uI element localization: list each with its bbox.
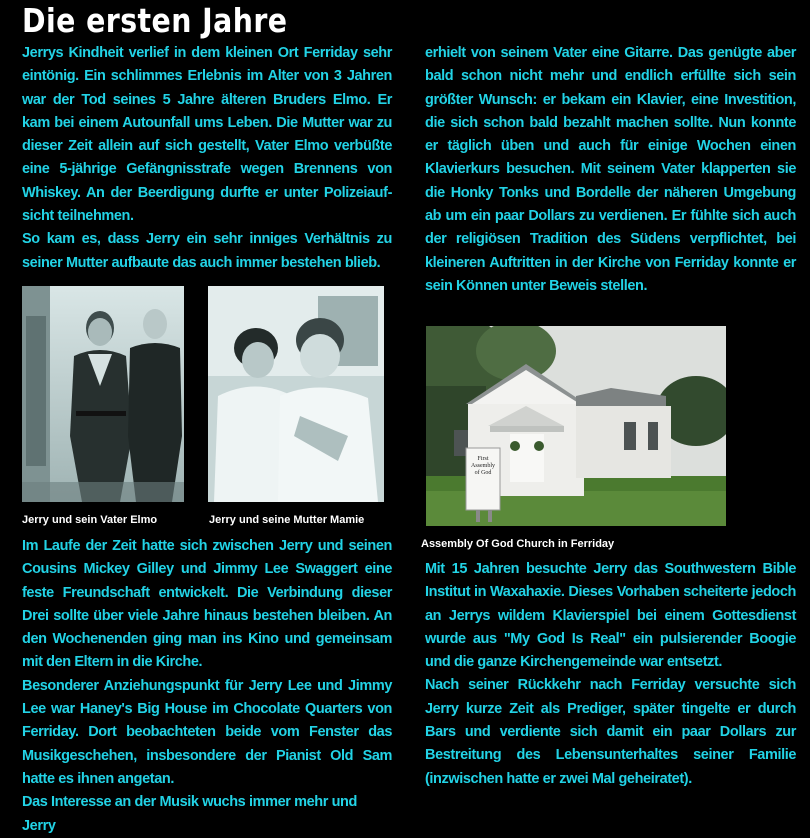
photo-jerry-and-father	[22, 286, 184, 502]
photo-church-ferriday	[426, 326, 726, 526]
page-title: Die ersten Jahre	[22, 1, 288, 40]
text-block-right-bottom	[425, 558, 796, 791]
text-block-left-top	[22, 42, 392, 275]
paragraph: So kam es, dass Jerry ein sehr inniges Verhältnis zu seiner Mutter aufbaute das auch immer bestehen blieb.	[22, 231, 392, 271]
paragraph: Jerrys Kindheit verlief in dem kleinen Ort Ferriday sehr eintönig. Ein schlimmes Erlebnis im Alter von 3 Jahren war der Tod seines 5 Jahre älteren Bruders Elmo. Er kam bei einem Autounfall ums Leben. Die Mutter war zu dieser Zeit allein auf sich gestellt, Vater Elmo verbüßte eine 5-jährige Gefängnisstrafe wegen Brennens von Whiskey. An der Beerdigung durfte er unter Polizeiauf-sicht teilnehmen.	[22, 45, 392, 225]
paragraph: Nach seiner Rückkehr nach Ferriday versuchte sich Jerry kurze Zeit als Prediger, später tingelte er durch Bars und verdiente sich damit ein paar Dollars zur Bestreitung des Lebensunterhaltes seiner Familie (inzwischen hatte er zwei Mal geheiratet).	[425, 677, 796, 787]
paragraph: Mit 15 Jahren besuchte Jerry das Southwestern Bible Institut in Waxahaxie. Dieses Vorhaben scheiterte jedoch an Jerrys wildem Klavierspiel bei einem Gottesdienst wurde aus "My God Is Real" ein pulsierender Boogie und die ganze Kirchengemeinde war entsetzt.	[425, 561, 796, 671]
church-sign-text: First Assembly of God	[471, 456, 495, 476]
caption-photo-1: Jerry und sein Vater Elmo	[22, 514, 158, 526]
text-block-left-bottom	[22, 535, 392, 838]
paragraph: Im Laufe der Zeit hatte sich zwischen Jerry und seinen Cousins Mickey Gilley und Jimmy Lee Swaggert eine feste Freundschaft entwickelt. Die Verbindung dieser Drei sollte über viele Jahre hinaus bestehen bleiben. An den Wochenenden ging man ins Kino und gemeinsam mit den Eltern in die Kirche.	[22, 538, 392, 671]
text-block-right-top	[425, 42, 796, 298]
caption-photo-2: Jerry und seine Mutter Mamie	[209, 514, 365, 526]
caption-photo-3: Assembly Of God Church in Ferriday	[421, 538, 615, 550]
paragraph: erhielt von seinem Vater eine Gitarre. Das genügte aber bald schon nicht mehr und endlich erfüllte sich sein größter Wunsch: er bekam ein Klavier, eine Investition, die sich schon bald bezahlt machen sollte. Nun konnte er täglich üben und auch für einige Wochen einen Klavierkurs besuchen. Mit seinem Vater klapperten sie die Honky Tonks und Bordelle der näheren Umgebung ab um ein paar Dollars zu verdienen. Er fühlte sich auch der religiösen Tradition des Südens verpflichtet, bei kleineren Auftritten in der Kirche von Ferriday konnte er sein Können unter Beweis stellen.	[425, 45, 796, 294]
photo-jerry-and-mother	[208, 286, 384, 502]
paragraph: Besonderer Anziehungspunkt für Jerry Lee und Jimmy Lee war Haney's Big House im Chocolate Quarters von Ferriday. Dort beobachteten beide vom Fenster das Musikgeschehen, insbesondere der Pianist Old Sam hatte es ihnen angetan.	[22, 677, 392, 787]
paragraph: Das Interesse an der Musik wuchs immer mehr und Jerry	[22, 794, 357, 834]
